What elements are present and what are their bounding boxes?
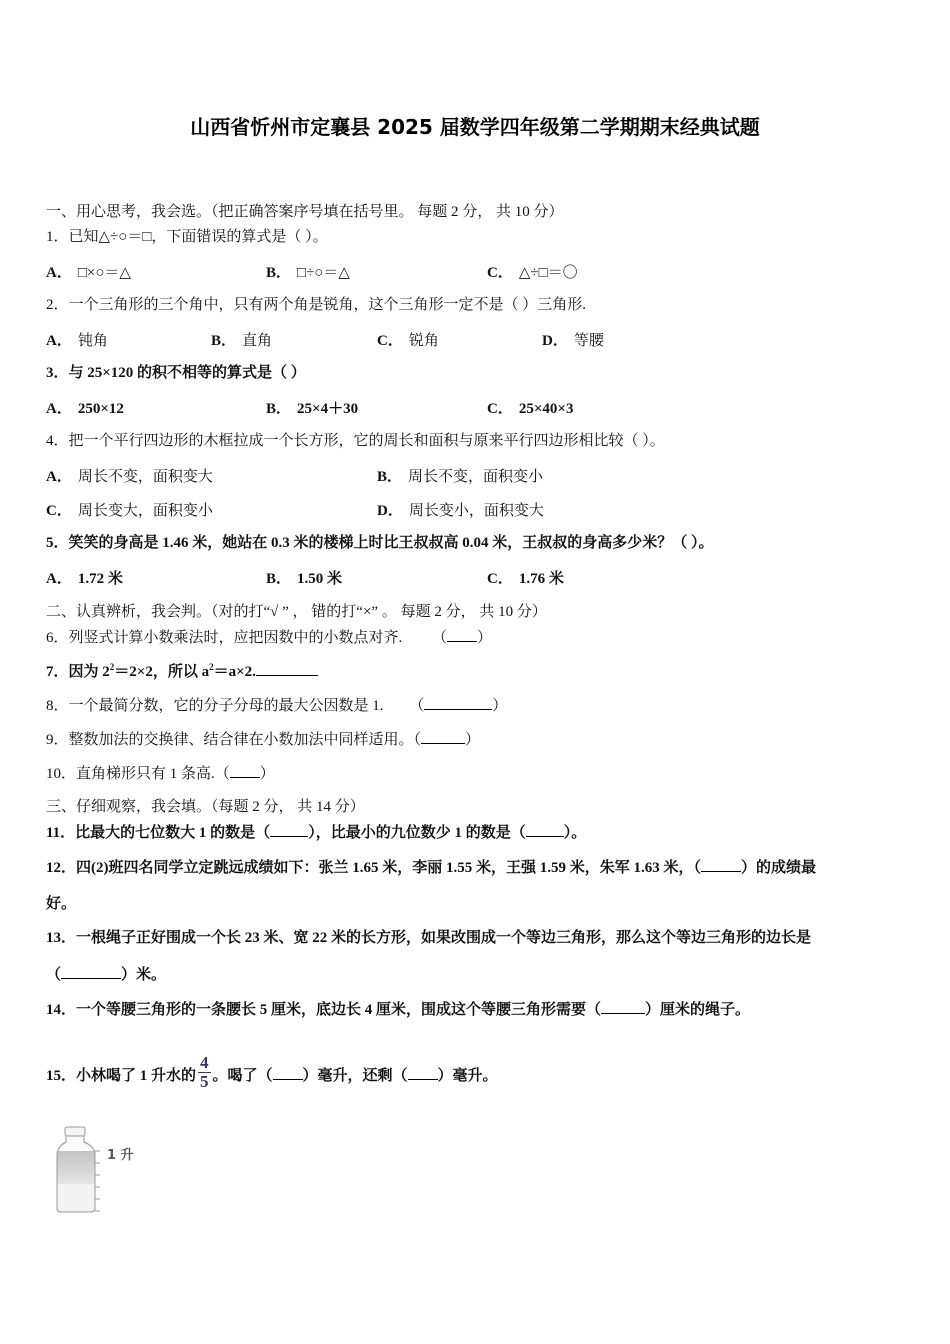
option-label: A． — [46, 401, 72, 417]
q11-text-pre: 11．比最大的七位数大 1 的数是（ — [46, 825, 271, 841]
q15-answer-blank-2[interactable] — [408, 1065, 438, 1080]
q12-text-pre: 12．四(2)班四名同学立定跳远成绩如下：张兰 1.65 米，李丽 1.55 米，王强 1.59 米，朱军 1.63 米，（ — [46, 860, 701, 876]
q10-close-paren: ） — [259, 766, 275, 782]
option-label: B． — [377, 469, 403, 485]
option-label: A． — [46, 571, 72, 587]
q5-option-c — [487, 567, 564, 588]
q1-option-c — [487, 261, 578, 282]
question-4: 4．把一个平行四边形的木框拉成一个长方形，它的周长和面积与原来平行四边形相比较（ ）。 — [46, 433, 665, 449]
option-label: B． — [266, 401, 292, 417]
section-2-heading: 二、认真辨析，我会判。（对的打“√ ” ， 错的打“×” 。 每题 2 分， 共 10 分） — [46, 604, 547, 620]
bottle-icon — [52, 1124, 152, 1216]
q13-answer-blank[interactable] — [61, 964, 121, 979]
q6-text: 6．列竖式计算小数乘法时，应把因数中的小数点对齐. — [46, 630, 403, 646]
q1-option-b — [266, 261, 350, 282]
option-text: 周长不变，面积变小 — [408, 469, 544, 485]
q6-answer-blank[interactable] — [447, 627, 477, 642]
option-text: 1.76 米 — [518, 571, 564, 587]
q8-close-paren: ） — [492, 698, 508, 714]
q4-option-d — [377, 499, 544, 520]
question-12-continued: 好。 — [46, 896, 77, 912]
q15-answer-blank-1[interactable] — [273, 1065, 303, 1080]
option-text: △÷□＝〇 — [518, 265, 578, 281]
question-15 — [46, 1053, 498, 1095]
q11-text-post: ）。 — [563, 825, 587, 841]
q13-text-post: ）米。 — [121, 967, 167, 983]
q3-option-b — [266, 397, 358, 418]
option-label: D． — [377, 503, 403, 519]
q8-text: 8．一个最简分数，它的分子分母的最大公因数是 1. — [46, 698, 384, 714]
q5-option-b — [266, 567, 342, 588]
q14-text-post: ）厘米的绳子。 — [645, 1002, 751, 1018]
option-text: 250×12 — [77, 401, 124, 417]
question-7 — [46, 661, 318, 682]
bottle-scale-label: 1 升 — [107, 1148, 134, 1163]
option-label: C． — [46, 503, 72, 519]
q1-option-a — [46, 261, 131, 282]
question-1: 1．已知△÷○＝□，下面错误的算式是（ ）。 — [46, 229, 328, 245]
question-13: 13．一根绳子正好围成一个长 23 米、宽 22 米的长方形，如果改围成一个等边三角形，那么这个等边三角形的边长是 — [46, 930, 812, 946]
q14-text-pre: 14．一个等腰三角形的一条腰长 5 厘米，底边长 4 厘米，围成这个等腰三角形需要（ — [46, 1002, 602, 1018]
option-label: A． — [46, 265, 72, 281]
q9-answer-blank[interactable] — [421, 729, 465, 744]
q7-text-mid: ＝2×2，所以 a — [114, 664, 210, 680]
question-5: 5．笑笑的身高是 1.46 米，她站在 0.3 米的楼梯上时比王叔叔高 0.04 米，王叔叔的身高多少米？（ ）。 — [46, 535, 714, 551]
q13-open-paren: （ — [46, 967, 62, 983]
option-label: B． — [266, 571, 292, 587]
q12-answer-blank[interactable] — [701, 857, 741, 872]
option-label: A． — [46, 333, 72, 349]
section-3-heading: 三、仔细观察，我会填。（每题 2 分， 共 14 分） — [46, 799, 365, 815]
option-text: 钝角 — [77, 333, 108, 349]
option-label: C． — [487, 265, 513, 281]
q5-option-a — [46, 567, 123, 588]
q7-text-pre: 7．因为 2 — [46, 664, 110, 680]
option-text: □÷○＝△ — [297, 265, 350, 281]
water-bottle-figure — [52, 1124, 152, 1216]
fraction-numerator: 4 — [200, 1053, 209, 1072]
q6-open-paren: （ — [432, 630, 448, 646]
q4-option-a — [46, 465, 213, 486]
q7-text-post: ＝a×2. — [213, 664, 256, 680]
q3-option-a — [46, 397, 124, 418]
option-text: 等腰 — [573, 333, 604, 349]
option-label: C． — [377, 333, 403, 349]
question-2: 2．一个三角形的三个角中，只有两个角是锐角，这个三角形一定不是（ ）三角形. — [46, 297, 587, 313]
q15-text-post: ）毫升。 — [437, 1067, 498, 1084]
option-label: C． — [487, 401, 513, 417]
q7-exponent-1: 2 — [109, 662, 115, 672]
question-12 — [46, 857, 816, 878]
q15-text-pre: 15．小林喝了 1 升水的 — [46, 1067, 197, 1084]
q2-option-b — [211, 329, 272, 350]
question-3: 3．与 25×120 的积不相等的算式是（ ） — [46, 365, 306, 381]
q11-text-mid: ），比最小的九位数少 1 的数是（ — [308, 825, 526, 841]
q2-option-d — [542, 329, 604, 350]
q10-answer-blank[interactable] — [230, 763, 260, 778]
q8-open-paren: （ — [409, 698, 425, 714]
option-text: 25×4＋30 — [297, 401, 359, 417]
q6-close-paren: ） — [477, 630, 493, 646]
question-14 — [46, 999, 750, 1020]
question-6 — [46, 627, 492, 648]
q7-exponent-2: 2 — [209, 662, 214, 672]
q4-option-c — [46, 499, 213, 520]
option-text: 周长变大，面积变小 — [77, 503, 213, 519]
q2-option-a — [46, 329, 108, 350]
question-9 — [46, 729, 480, 750]
option-text: 周长不变，面积变大 — [77, 469, 213, 485]
question-11 — [46, 822, 586, 843]
q12-text-post: ）的成绩最 — [741, 860, 817, 876]
q15-text-mid2: ）毫升，还剩（ — [302, 1067, 408, 1084]
q7-answer-blank[interactable] — [256, 661, 318, 676]
option-text: 25×40×3 — [518, 401, 574, 417]
document-title: 山西省忻州市定襄县 2025 届数学四年级第二学期期末经典试题 — [190, 115, 760, 139]
option-text: 锐角 — [408, 333, 439, 349]
q10-text: 10．直角梯形只有 1 条高.（ — [46, 766, 230, 782]
option-label: C． — [487, 571, 513, 587]
question-8 — [46, 695, 507, 716]
option-label: B． — [211, 333, 237, 349]
q8-answer-blank[interactable] — [424, 695, 492, 710]
q14-answer-blank[interactable] — [601, 999, 645, 1014]
option-text: □×○＝△ — [77, 265, 131, 281]
question-10 — [46, 763, 275, 784]
section-1-heading: 一、用心思考，我会选。（把正确答案序号填在括号里。 每题 2 分， 共 10 分） — [46, 204, 564, 220]
q2-option-c — [377, 329, 439, 350]
q15-text-mid: 。喝了（ — [212, 1067, 273, 1084]
q9-text: 9．整数加法的交换律、结合律在小数加法中同样适用。（ — [46, 732, 422, 748]
q4-option-b — [377, 465, 543, 486]
option-text: 1.50 米 — [297, 571, 343, 587]
option-text: 周长变小，面积变大 — [408, 503, 544, 519]
fraction-four-fifths — [198, 1054, 211, 1091]
q3-option-c — [487, 397, 573, 418]
q11-answer-blank-2[interactable] — [526, 822, 564, 837]
option-label: A． — [46, 469, 72, 485]
question-13-continued — [46, 964, 166, 985]
option-label: D． — [542, 333, 568, 349]
option-text: 直角 — [242, 333, 273, 349]
option-label: B． — [266, 265, 292, 281]
option-text: 1.72 米 — [77, 571, 123, 587]
fraction-denominator: 5 — [200, 1072, 209, 1091]
q9-close-paren: ） — [465, 732, 481, 748]
q11-answer-blank-1[interactable] — [270, 822, 308, 837]
